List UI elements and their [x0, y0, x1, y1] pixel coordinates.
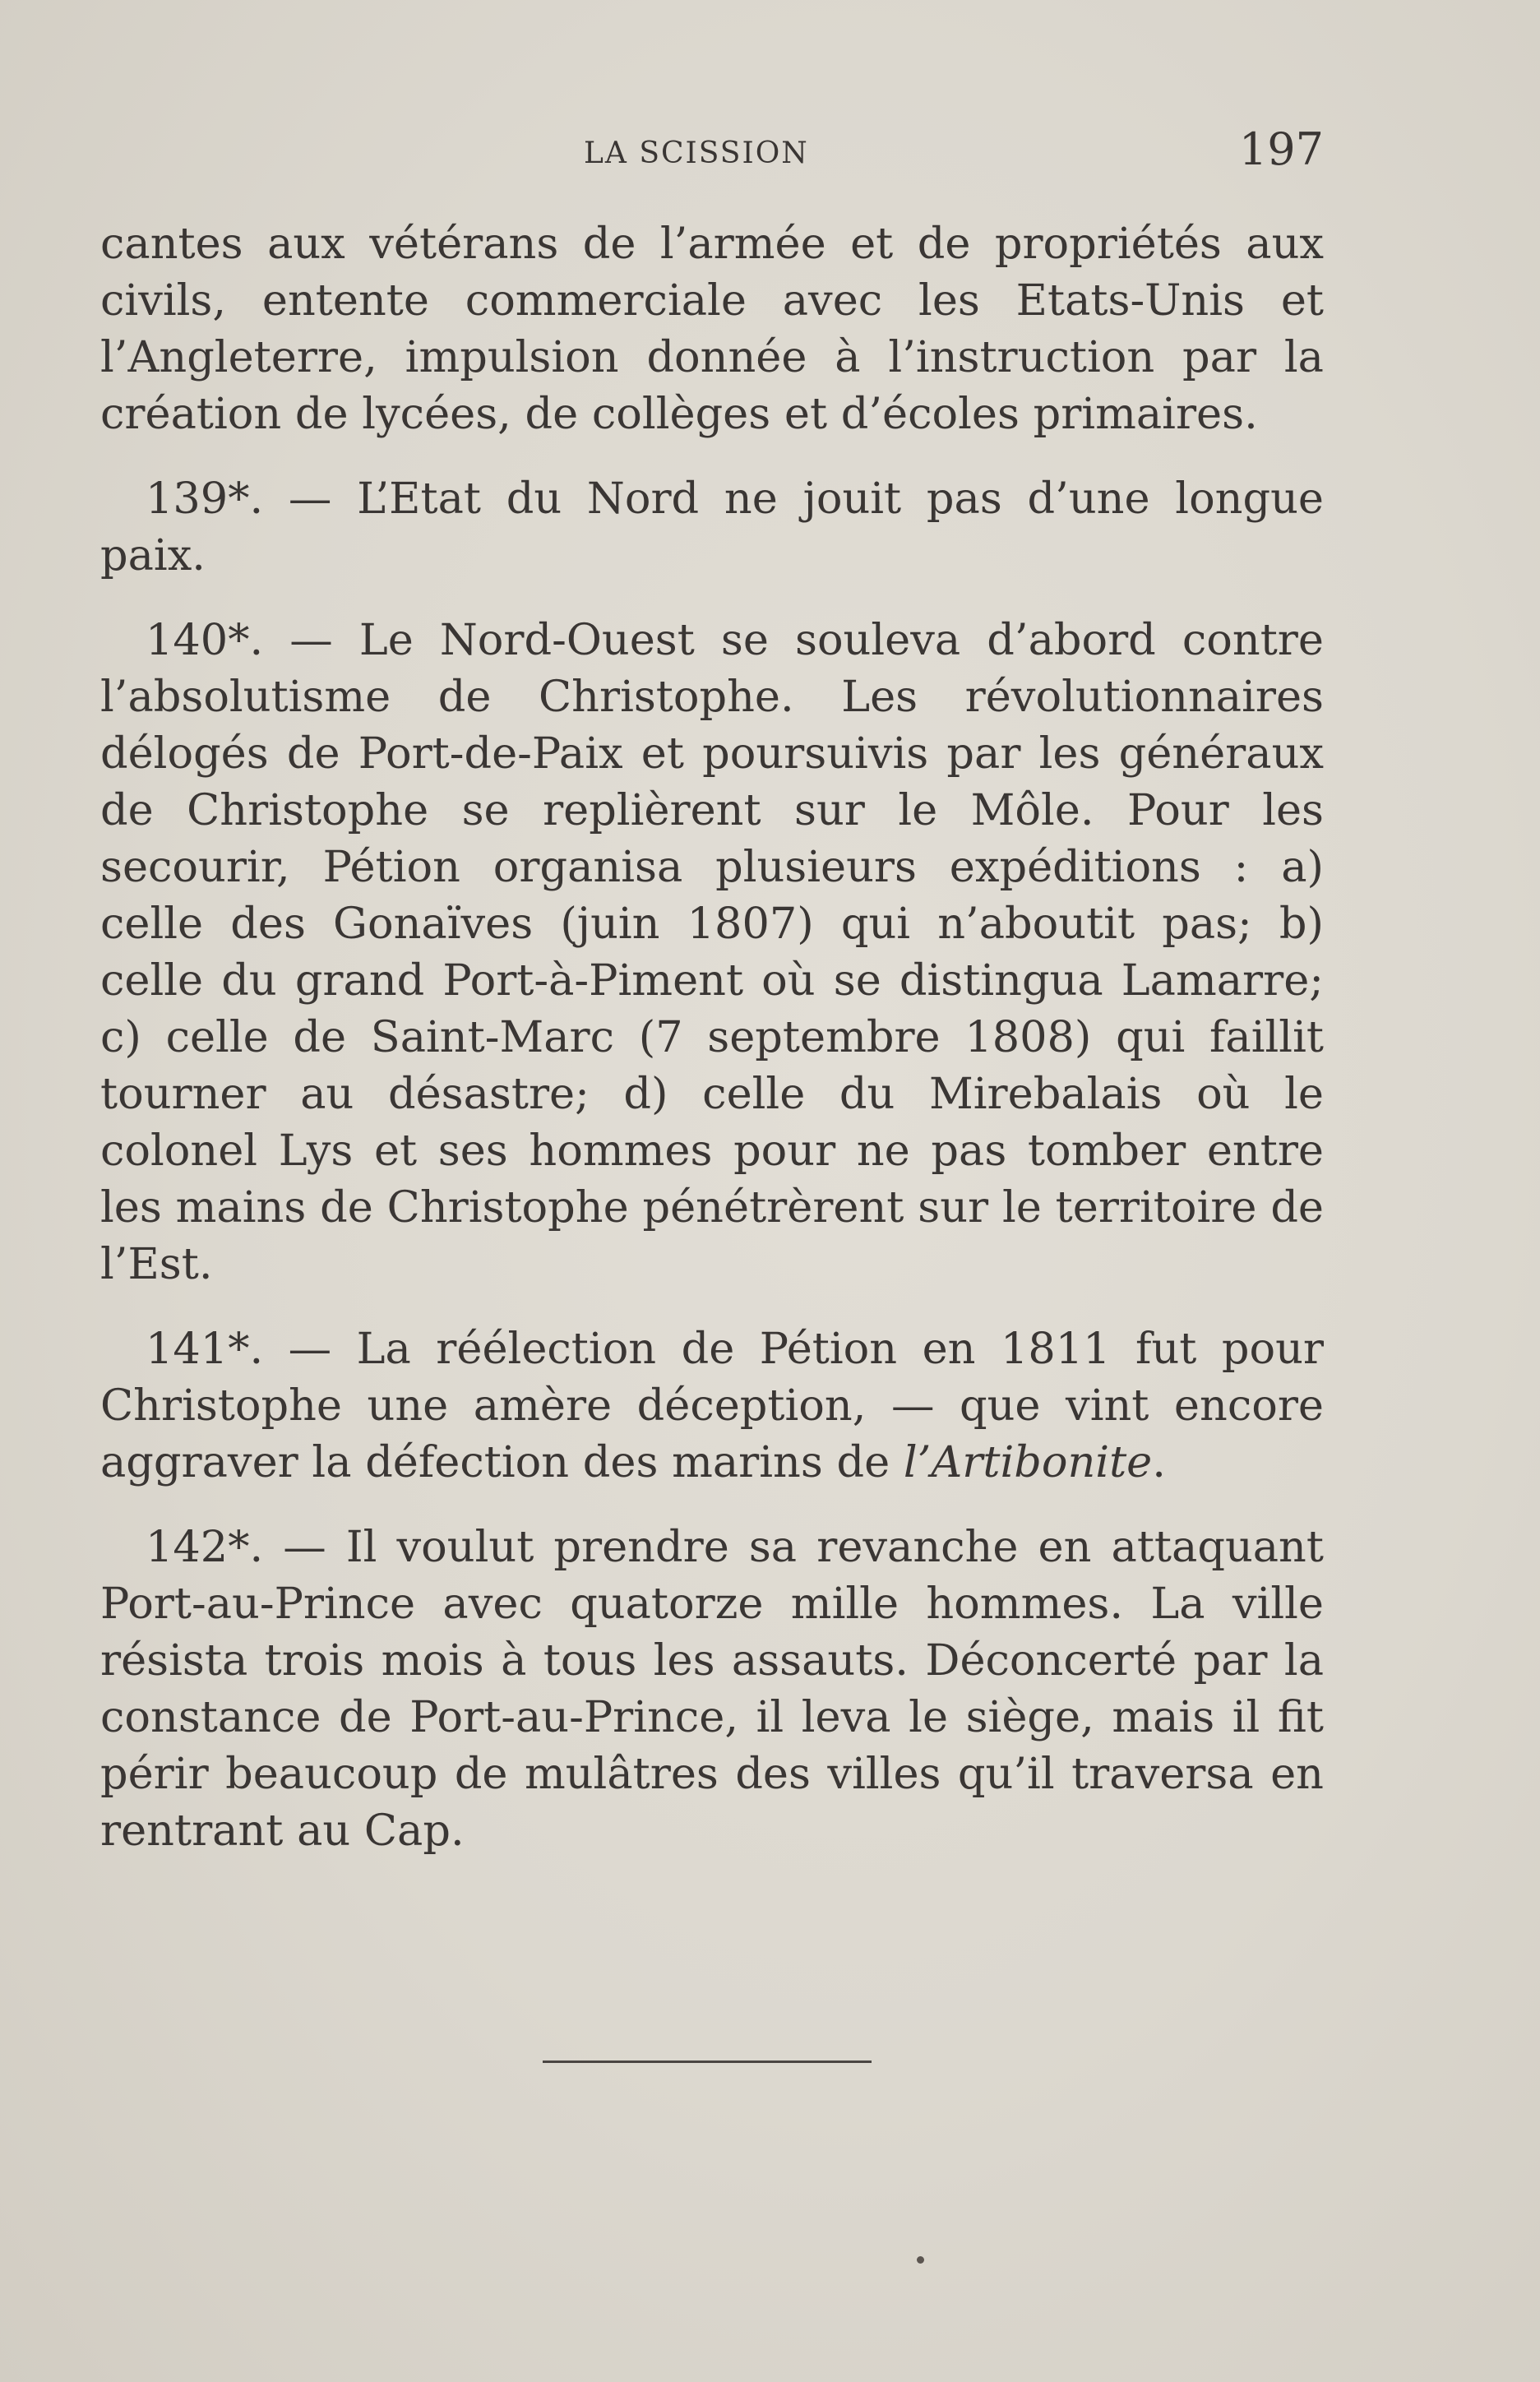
paragraph-number: 141*.: [146, 1324, 264, 1374]
em-dash: —: [283, 1522, 326, 1572]
paragraph-number: 139*.: [146, 474, 264, 524]
paragraph-number: 140*.: [146, 615, 264, 665]
paragraph-142: [100, 1519, 1324, 1859]
ship-name-italic: l’Artibonite: [903, 1437, 1153, 1487]
paper-speck: [917, 2256, 924, 2264]
paragraph-text: L’Etat du Nord ne jouit pas d’une longue paix.: [100, 474, 1324, 580]
paragraph-141: [100, 1321, 1324, 1491]
section-divider-rule: [543, 2061, 872, 2063]
paragraph-text: Le Nord-Ouest se souleva d’abord contre l’absolutisme de Christophe. Les révolutionnaires délogés de Port-de-Paix et poursuivis par les généraux de Christophe se replièrent sur le Môle. Pour les secourir, Pétion organisa plusieurs expéditions : a) celle des Gonaïves (juin 1807) qui n’aboutit pas; b) celle du grand Port-à-Piment où se distingua Lamarre; c) celle de Saint-Marc (7 septembre 1808) qui faillit tourner au désastre; d) celle du Mirebalais où le colonel Lys et ses hommes pour ne pas tomber entre les mains de Christophe pénétrèrent sur le territoire de l’Est.: [100, 615, 1324, 1289]
em-dash: —: [288, 474, 332, 524]
paragraph-140: [100, 612, 1324, 1293]
running-title: LA SCISSION: [584, 136, 809, 170]
page-number: 197: [1238, 123, 1324, 175]
body-text: [100, 215, 1324, 1859]
paragraph-139: [100, 470, 1324, 584]
paragraph-text: La réélection de Pétion en 1811 fut pour Christophe une amère déception, — que vint encore aggraver la défection des marins de: [100, 1324, 1324, 1487]
period: .: [1152, 1437, 1166, 1487]
paragraph-text: Il voulut prendre sa revanche en attaquant Port-au-Prince avec quatorze mille hommes. La ville résista trois mois à tous les assauts. Déconcerté par la constance de Port-au-Prince, il leva le siège, mais il fit périr beaucoup de mulâtres des villes qu’il traversa en rentrant au Cap.: [100, 1522, 1324, 1856]
em-dash: —: [289, 615, 333, 665]
em-dash: —: [288, 1324, 332, 1374]
page-header: [99, 123, 1324, 181]
paragraph-continuation: cantes aux vétérans de l’armée et de propriétés aux civils, entente commerciale avec les Etats-Unis et l’Angleterre, impulsion donnée à l’instruction par la création de lycées, de collèges et d’écoles primaires.: [100, 219, 1324, 439]
paragraph-number: 142*.: [146, 1522, 264, 1572]
